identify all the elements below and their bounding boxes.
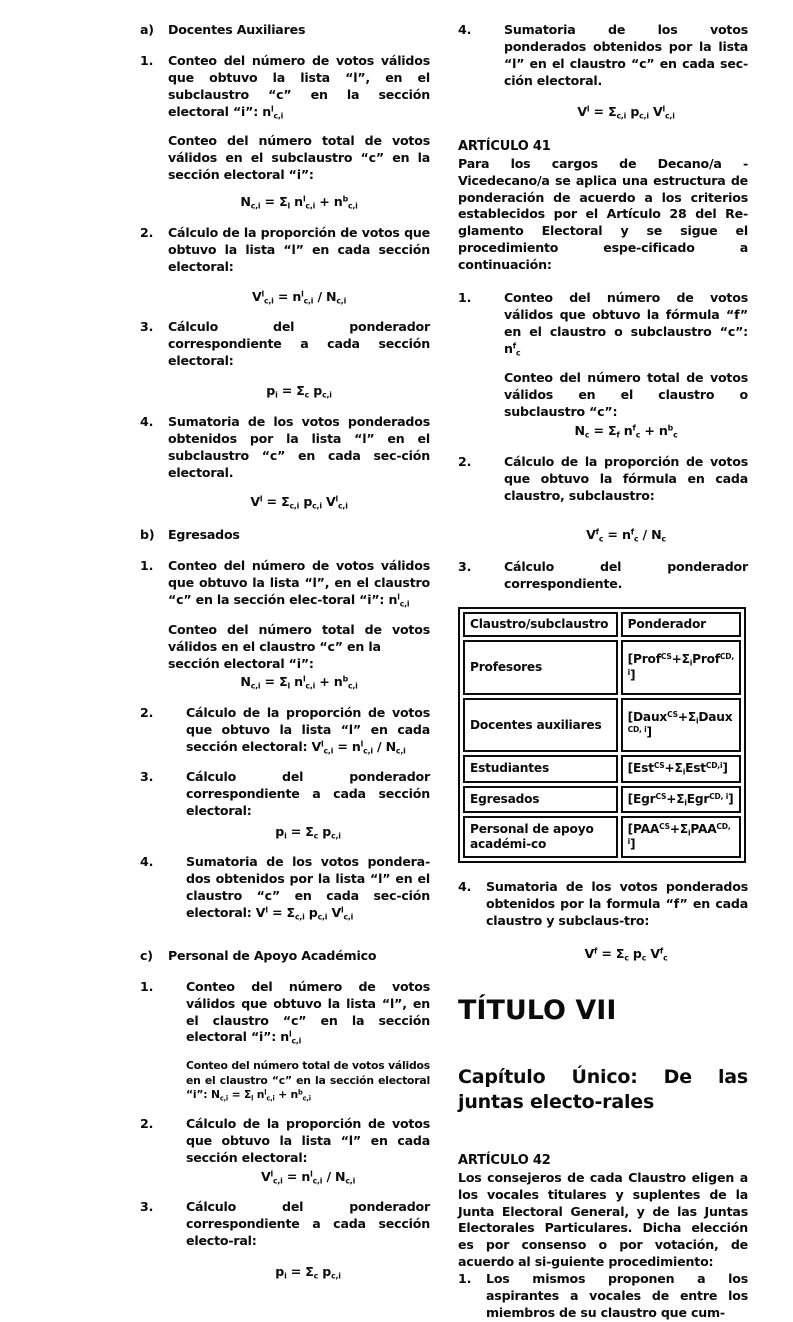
item-number: 2. [140, 1115, 154, 1131]
table-header-cell: Ponderador [621, 612, 741, 637]
ponderador-table [458, 607, 746, 863]
list-item-b1 [140, 558, 430, 609]
table-header-cell: Claustro/subclaustro [463, 612, 618, 637]
paragraph-b1c: sección electoral “i”: [168, 655, 314, 671]
list-item-a1 [140, 53, 430, 121]
item-text: Cálculo de la proporción de votos que obtuvo la lista “l” en cada sección electoral: [186, 1115, 430, 1165]
item-text: Conteo del número de votos válidos que obtuvo la lista “l”, en el claustro “c” en la sección elec-toral “i”: $n^l_{c,i}$ [168, 558, 430, 609]
formula-r-top: $V^l = \Sigma_{c,i}$ $p_{c,i}$ $V^l_{c,i}$ [577, 103, 675, 121]
list-item-a3 [140, 319, 430, 370]
list-item-c2 [140, 1116, 430, 1167]
list-item-r4 [458, 879, 748, 930]
table-cell: Docentes auxiliares [463, 698, 618, 753]
item-number: 1. [458, 1271, 472, 1287]
article-41-heading: ARTÍCULO 41 [458, 139, 551, 155]
item-text: Sumatoria de los votos ponderados obtenidos por la lista “l” en el subclaustro “c” en cada sec-ción electoral. [168, 413, 430, 480]
article-42-body: Los consejeros de cada Claustro eligen a los vocales titulares y suplentes de la Junta Electoral General, y de las Juntas Electorales Particulares. Dicha elección es por consenso o por votación, de acuerdo al si-guiente procedimiento: [458, 1169, 748, 1270]
section-c-heading [140, 948, 430, 965]
formula-a-sum: $V^l = \Sigma_{c,i}$ $p_{c,i}$ $V^l_{c,i}$ [250, 494, 348, 512]
list-item-r1 [458, 290, 748, 358]
item-text: Cálculo del ponderador correspondiente a cada sección electoral: [168, 319, 430, 369]
item-number: 4. [458, 22, 472, 37]
section-a-heading [140, 22, 430, 39]
item-text: Conteo del número de votos válidos que obtuvo la fórmula “f” en el claustro o subclaustro “c”: $n^f_c$ [504, 289, 748, 358]
item-number: 2. [458, 453, 472, 469]
list-item-b3 [140, 769, 430, 820]
column-left [140, 22, 430, 1295]
table-cell: $[Est^{CS}+\Sigma_iEst^{CD,i}]$ [621, 755, 741, 782]
formula-b-p: $p_i = \Sigma_c$ $p_{c,i}$ [275, 823, 341, 841]
formula-r-n: $N_c = \Sigma_f$ $n^f_c + n^b_c$ [574, 423, 678, 440]
paragraph-r1b: Conteo del número total de votos válidos en el claustro o subclaustro “c”: [504, 370, 748, 420]
section-b-label: b) [140, 527, 155, 543]
paragraph-b1b: Conteo del número total de votos válidos en el claustro “c” en la [168, 621, 430, 654]
list-item-b2 [140, 705, 430, 756]
section-c-title: Personal de Apoyo Académico [168, 947, 377, 963]
section-b-heading [140, 527, 430, 544]
list-item-42-1 [458, 1271, 748, 1322]
item-text: Cálculo de la proporción de votos que obtuvo la lista “l” en cada sección electoral: [168, 224, 430, 274]
item-text: Conteo del número de votos válidos que obtuvo la lista “l”, en el claustro “c” en la sección electoral “i”: $n^l_{c,i}$ [186, 978, 430, 1047]
table-cell: Estudiantes [463, 755, 618, 782]
article-42-heading: ARTÍCULO 42 [458, 1153, 551, 1169]
list-item-a4 [140, 414, 430, 482]
item-text: Sumatoria de los votos pondera-dos obtenidos por la lista “l” en el claustro “c” en cada sec-ción electoral: $V^l = \Sigma_{c,i}$ $p_{c,i}$ $V^l_{c,i}$ [186, 854, 430, 922]
item-text: Conteo del número de votos válidos que obtuvo la lista “l”, en el subclaustro “c” en la sección electoral “i”: $n^l_{c,i}$ [168, 52, 430, 121]
formula-r-v: $V^f_c = n^f_c / N_c$ [586, 526, 666, 544]
item-number: 1. [140, 558, 154, 574]
item-number: 1. [458, 289, 472, 305]
list-item-b4 [140, 854, 430, 922]
table-row [463, 755, 741, 782]
table-header-row [463, 612, 741, 637]
article-41-body: Para los cargos de Decano/a - Vicedecano/a se aplica una estructura de ponderación de acuerdo a los criterios establecidos por el Artículo 28 del Re-glamento Electoral y se sigue el procedimiento espe-cificado a continuación: [458, 155, 748, 273]
item-number: 3. [140, 1199, 154, 1215]
formula-a-p: $p_i = \Sigma_c$ $p_{c,i}$ [266, 383, 332, 400]
item-number: 1. [140, 978, 154, 994]
item-number: 3. [458, 559, 472, 575]
item-number: 1. [140, 52, 154, 68]
list-item-r2 [458, 454, 748, 505]
column-right [458, 22, 748, 1322]
table-cell: Profesores [463, 640, 618, 695]
table-cell: [$Daux^{CS}+\Sigma_iDaux$ $^{CD, i}$] [621, 698, 741, 753]
table-cell: $[Egr^{CS}+\Sigma_iEgr^{CD, i}]$ [621, 786, 741, 813]
section-b-title: Egresados [168, 527, 240, 543]
table-row [463, 786, 741, 813]
formula-a-n: $N_{c,i} = \Sigma_l$ $n^l_{c,i} + n^b_{c,i}$ [240, 194, 358, 211]
item-number: 2. [140, 224, 154, 240]
item-number: 4. [458, 879, 472, 895]
capitulo-unico-heading: Capítulo Único: De las juntas electo-rales [458, 1066, 748, 1113]
paragraph-c1b: Conteo del número total de votos válidos en el claustro “c” en la sección electoral “i”: $N_{c,i} = \Sigma_l$ $n^l_{c,i} + n^b_{c,i}$ [186, 1059, 430, 1103]
formula-r-sum: $V^f = \Sigma_c$ $p_c$ $V^f_c$ [584, 946, 668, 963]
formula-b-n: $N_{c,i} = \Sigma_l$ $n^l_{c,i} + n^b_{c,i}$ [240, 674, 358, 692]
section-a-title: Docentes Auxiliares [168, 22, 306, 37]
item-number: 3. [140, 768, 154, 784]
table-cell: Egresados [463, 786, 618, 813]
titulo-vii-heading: TÍTULO VII [458, 994, 617, 1026]
list-item-c3 [140, 1199, 430, 1250]
item-text: Cálculo de la proporción de votos que obtuvo la fórmula en cada claustro, subclaustro: [504, 453, 748, 503]
table-row [463, 698, 741, 753]
list-item-c1 [140, 979, 430, 1047]
section-a-label: a) [140, 22, 154, 37]
table-cell: Personal de apoyo académi-co [463, 816, 618, 859]
item-text: Sumatoria de los votos ponderados obtenidos por la lista “l” en el claustro “c” en cada sec-ción electoral. [504, 22, 748, 88]
list-item-a2 [140, 225, 430, 276]
item-number: 4. [140, 413, 154, 429]
item-text: Cálculo del ponderador correspondiente a cada sección electo-ral: [186, 1199, 430, 1249]
table-row [463, 816, 741, 859]
item-text: Sumatoria de los votos ponderados obtenidos por la formula “f” en cada claustro y subclaus-tro: [486, 879, 748, 929]
list-item-r3 [458, 559, 748, 593]
item-text: Cálculo del ponderador correspondiente. [504, 559, 748, 592]
item-text: Cálculo del ponderador correspondiente a cada sección electoral: [186, 768, 430, 818]
section-c-label: c) [140, 947, 153, 963]
table-cell: $[PAA^{CS}+\Sigma_iPAA^{CD, i}]$ [621, 816, 741, 859]
list-item-r4top [458, 22, 748, 90]
item-number: 4. [140, 854, 154, 870]
table-cell: $[Prof^{CS}+\Sigma_iProf^{CD, i}]$ [621, 640, 741, 695]
table-row [463, 640, 741, 695]
item-number: 2. [140, 705, 154, 721]
formula-c-v: $V^l_{c,i} = n^l_{c,i} / N_{c,i}$ [260, 1168, 356, 1186]
item-number: 3. [140, 319, 154, 335]
formula-a-v: $V^l_{c,i} = n^l_{c,i} / N_{c,i}$ [251, 288, 347, 306]
paragraph-a1b: Conteo del número total de votos válidos en el subclaustro “c” en la sección electoral “i”: [168, 133, 430, 183]
formula-c-p: $p_i = \Sigma_c$ $p_{c,i}$ [275, 1264, 341, 1281]
item-text: Cálculo de la proporción de votos que obtuvo la lista “l” en cada sección electoral: $V^l_{c,i} = n^l_{c,i} / N_{c,i}$ [186, 705, 430, 756]
item-text: Los mismos proponen a los aspirantes a vocales de entre los miembros de su claustro que cum- [486, 1271, 748, 1320]
